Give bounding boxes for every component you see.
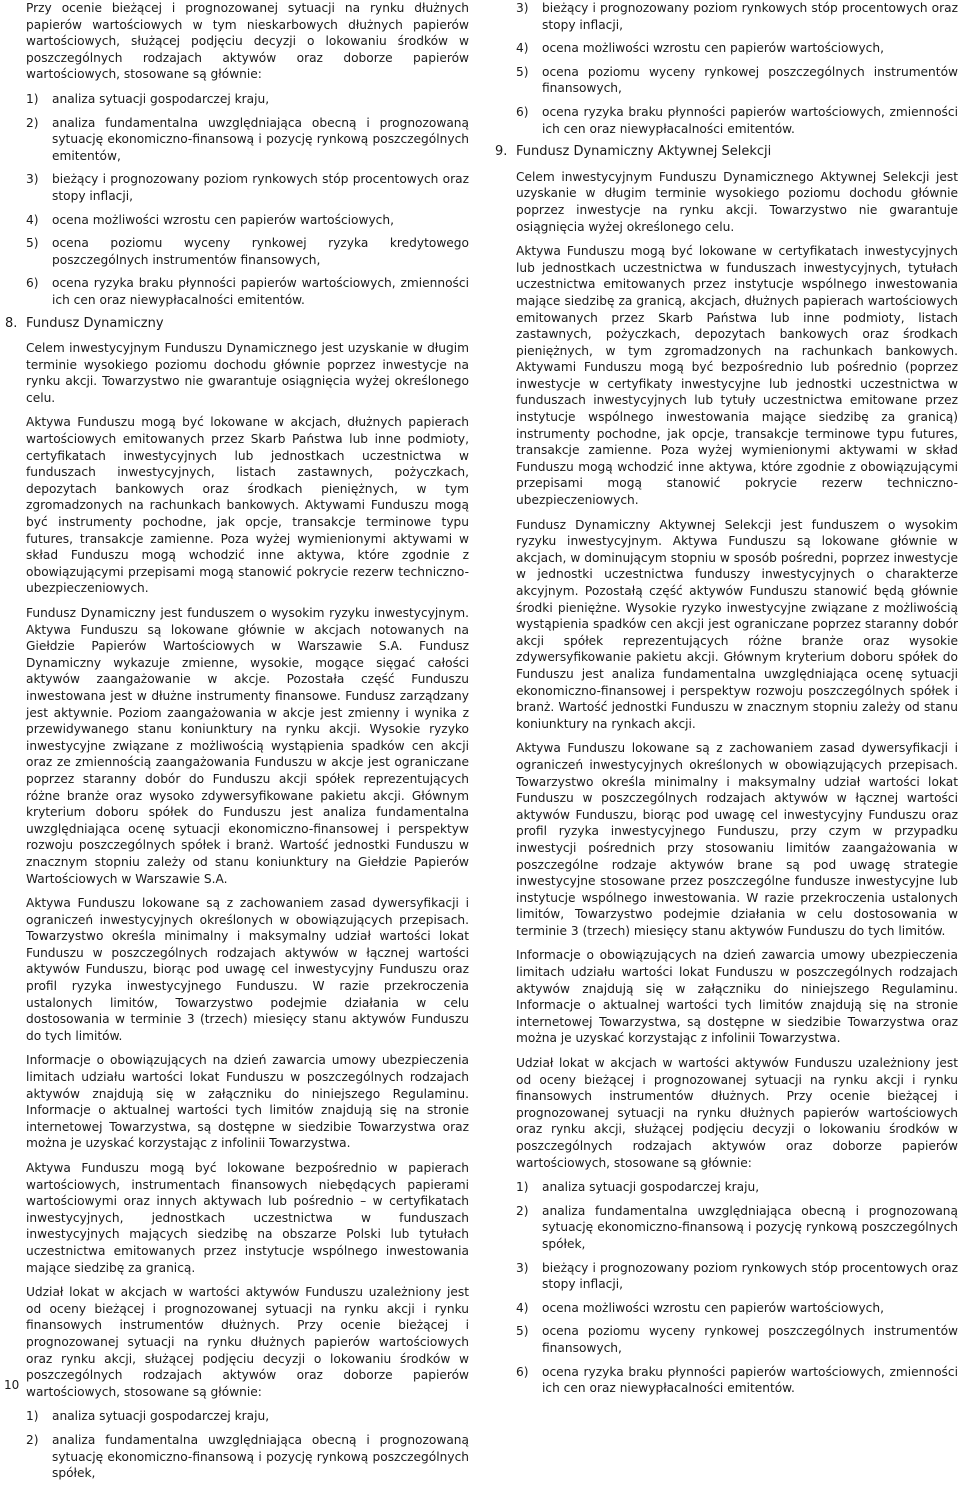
list-number: 4) [26,212,39,227]
list-number: 5) [516,1324,529,1339]
section-heading [495,144,958,161]
list-text: analiza fundamentalna uwzględniająca obecną i prognozowaną sytuację ekonomiczno-finansową i pozycję rynkową poszczególnych spółek, [52,1432,469,1481]
list-text: ocena ryzyka braku płynności papierów wartościowych, zmienności ich cen oraz niewypłacalności emitentów. [52,276,469,307]
list-item [516,104,958,137]
section-number: 8. [5,315,18,331]
list-item [516,1260,958,1293]
list-text: analiza fundamentalna uwzględniająca obecną i prognozowaną sytuację ekonomiczno-finansową i pozycję rynkową poszczególnych spółek, [542,1203,958,1251]
list-number: 5) [26,236,39,251]
list-number: 6) [516,1364,529,1379]
criteria-list [26,91,469,309]
list-item [26,91,469,108]
list-number: 3) [26,172,39,187]
list-text: ocena możliwości wzrostu cen papierów wartościowych, [52,212,394,227]
list-number: 4) [516,41,529,56]
list-text: bieżący i prognozowany poziom rynkowych stóp procentowych oraz stopy inflacji, [542,1,958,32]
list-number: 3) [516,1260,529,1275]
list-text: ocena ryzyka braku płynności papierów wartościowych, zmienności ich cen oraz niewypłacalności emitentów. [542,1364,958,1396]
paragraph: Aktywa Funduszu lokowane są z zachowaniem zasad dywersyfikacji i ograniczeń inwestycyjnych określonych w obowiązujących przepisach. Towarzystwo określa minimalny i maksymalny udział wartości lokat Funduszu w poszczególnych rodzajach aktywów w łącznej wartości aktywów Funduszu, biorąc pod uwagę cel inwestycyjny Funduszu oraz profil ryzyka inwestycyjnego Funduszu, przy czym w przypadku inwestycji pośrednich przy stosowaniu limitów zaangażowania w poszczególne rodzaje aktywów brane są pod uwagę strategie inwestycyjne stosowane przez poszczególne fundusze inwestycyjne lub instytucje wspólnego inwestowania. W razie przekroczenia ustalonych limitów, Towarzystwo podejmie działania w celu dostosowania w terminie 3 (trzech) miesięcy stanu aktywów Funduszu do tych limitów. [516,741,958,938]
list-text: analiza fundamentalna uwzględniająca obecną i prognozowaną sytuację ekonomiczno-finansową i pozycję rynkową poszczególnych emitentów, [52,115,469,163]
paragraph: Aktywa Funduszu mogą być lokowane w certyfikatach inwestycyjnych lub jednostkach uczestnictwa w funduszach inwestycyjnych, tytułach uczestnictwa emitowanych przez instytucje wspólnego inwestowania mające siedzibę za granicą, akcjach, dłużnych papierach wartościowych emitowanych przez Skarb Państwa lub inne podmioty, listach zastawnych, pożyczkach, depozytach bankowych oraz środkach pieniężnych, w tym zgromadzonych na rachunkach bankowych. Aktywami Funduszu mogą być bezpośrednio lub pośrednio (poprzez inwestycje w certyfikaty inwestycyjne lub jednostki uczestnictwa w funduszach inwestycyjnych lub tytuły uczestnictwa emitowane przez instytucje wspólnego inwestowania mające siedzibę za granicą) instrumenty pochodne, jak opcje, transakcje terminowe typu futures, transakcje zamienne. Poza wyżej wymienionymi aktywami w skład Funduszu mogą wchodzić inne aktywa, które zgodnie z obowiązującymi przepisami mogą stanowić pokrycie rezerw techniczno-ubezpieczeniowych. [516,244,958,508]
list-number: 2) [516,1203,529,1218]
list-text: bieżący i prognozowany poziom rynkowych stóp procentowych oraz stopy inflacji, [52,172,469,203]
list-number: 3) [516,1,529,15]
list-item [26,275,469,308]
list-item [26,1432,469,1482]
right-column [495,0,958,1404]
paragraph: Fundusz Dynamiczny jest funduszem o wysokim ryzyku inwestycyjnym. Aktywa Funduszu są lokowane głównie w akcjach notowanych na Giełdzie Papierów Wartościowych w Warszawie S.A. Fundusz Dynamiczny wykazuje zmienne, wysokie, mogące sięgać całości aktywów zaangażowanie w akcje. Pozostała część Funduszu inwestowana jest w dłużne instrumenty finansowe. Fundusz zarządzany jest aktywnie. Poziom zaangażowania w akcje jest zmienny i wynika z przewidywanego stanu koniunktury na rynku akcji. Wysokie ryzyko inwestycyjne związane z możliwością wystąpienia spadków cen akcji oraz ze zmiennością zaangażowania Funduszu w akcje jest ograniczane poprzez staranny dobór do Funduszu akcji spółek reprezentujących różne branże oraz wysoko zdywersyfikowane pakietu akcji. Głównym kryterium doboru spółek do Funduszu jest analiza fundamentalna uwzględniająca ocenę sytuacji ekonomiczno-finansowej i perspektyw rozwoju poszczególnych spółek i branż. Wartość jednostki Funduszu w znacznym stopniu zależy od stanu koniunktury na Giełdzie Papierów Wartościowych w Warszawie S.A. [26,606,469,886]
list-text: bieżący i prognozowany poziom rynkowych stóp procentowych oraz stopy inflacji, [542,1260,958,1292]
list-text: ocena możliwości wzrostu cen papierów wartościowych, [542,1300,884,1315]
criteria-list [516,0,958,137]
list-text: ocena poziomu wyceny rynkowej poszczególnych instrumentów finansowych, [542,64,958,96]
list-item [516,40,958,57]
paragraph: Celem inwestycyjnym Funduszu Dynamicznego jest uzyskanie w długim terminie wysokiego poziomu dochodu głównie poprzez inwestycje na rynku akcji. Towarzystwo nie gwarantuje osiągnięcia wyżej określonego celu. [26,341,469,405]
paragraph: Fundusz Dynamiczny Aktywnej Selekcji jest funduszem o wysokim ryzyku inwestycyjnym. Aktywa Funduszu są lokowane głównie w akcjach, w dominującym stopniu w sposób pośredni, poprzez inwestycje w jednostki uczestnictwa funduszy inwestycyjnych o charakterze akcyjnym. Pozostałą część aktywów Funduszu stanowić będą głównie środki pieniężne. Wysokie ryzyko inwestycyjne związane z możliwością wystąpienia spadków cen akcji jest ograniczane poprzez staranny dobór akcji spółek reprezentujących różne branże oraz wysokie zdywersyfikowanie pakietu akcji. Głównym kryterium doboru spółek do Funduszu jest analiza fundamentalna uwzględniająca ocenę sytuacji ekonomiczno-finansowej i perspektyw rozwoju poszczególnych spółek i branż. Wartość jednostki Funduszu w znacznym stopniu zależy od stanu koniunktury na rynkach akcji. [516,517,958,731]
list-text: analiza sytuacji gospodarczej kraju, [542,1180,760,1195]
paragraph: Informacje o obowiązujących na dzień zawarcia umowy ubezpieczenia limitach udziału wartości lokat Funduszu w poszczególnych rodzajach aktywów znajdują się w załączniku do niniejszego Regulaminu. Informacje o aktualnej wartości tych limitów znajdują się na stronie internetowej Towarzystwa, są dostępne w siedzibie Towarzystwa oraz można je uzyskać korzystając z infolinii Towarzystwa. [26,1053,469,1151]
list-number: 5) [516,64,529,79]
list-text: analiza sytuacji gospodarczej kraju, [52,1409,270,1424]
list-text: ocena poziomu wyceny rynkowej ryzyka kredytowego poszczególnych instrumentów finansowych, [52,236,469,267]
list-number: 6) [26,276,39,291]
list-text: ocena poziomu wyceny rynkowej poszczególnych instrumentów finansowych, [542,1324,958,1355]
list-text: ocena możliwości wzrostu cen papierów wartościowych, [542,41,884,56]
list-item [516,64,958,97]
list-item [26,115,469,165]
page-number: 10 [4,1378,20,1392]
paragraph: Aktywa Funduszu mogą być lokowane w akcjach, dłużnych papierach wartościowych emitowanych przez Skarb Państwa lub inne podmioty, certyfikatach inwestycyjnych lub jednostkach uczestnictwa w funduszach inwestycyjnych, listach zastawnych, pożyczkach, depozytach bankowych oraz środkach pieniężnych, w tym zgromadzonych na rachunkach bankowych. Aktywami Funduszu mogą być instrumenty pochodne, jak opcje, transakcje terminowe typu futures, transakcje zamienne. Poza wyżej wymienionymi aktywami w skład Funduszu mogą wchodzić inne aktywa, które zgodnie z obowiązującymi przepisami mogą stanowić pokrycie rezerw techniczno-ubezpieczeniowych. [26,415,469,596]
list-item [26,235,469,268]
list-item [516,1364,958,1397]
paragraph: Aktywa Funduszu lokowane są z zachowaniem zasad dywersyfikacji i ograniczeń inwestycyjnych określonych w obowiązujących przepisach. Towarzystwo określa minimalny i maksymalny udział wartości lokat Funduszu w poszczególnych rodzajach aktywów w łącznej wartości aktywów Funduszu, biorąc pod uwagę cel inwestycyjny Funduszu oraz profil ryzyka inwestycyjnego Funduszu. W razie przekroczenia ustalonych limitów, Towarzystwo podejmie działania w celu dostosowania w terminie 3 (trzech) miesięcy stanu aktywów Funduszu do tych limitów. [26,896,469,1043]
list-item [26,212,469,229]
list-number: 6) [516,104,529,119]
list-item [26,1408,469,1425]
paragraph: Udział lokat w akcjach w wartości aktywów Funduszu uzależniony jest od oceny bieżącej i prognozowanej sytuacji na rynku akcji i rynku finansowych instrumentów dłużnych. Przy ocenie bieżącej i prognozowanej sytuacji na rynku dłużnych papierów wartościowych oraz rynku akcji, służącej podjęciu decyzji o lokowaniu środków w poszczególnych rodzajach aktywów oraz doborze papierów wartościowych, stosowane są głównie: [26,1285,469,1399]
paragraph: Informacje o obowiązujących na dzień zawarcia umowy ubezpieczenia limitach udziału wartości lokat Funduszu w poszczególnych rodzajach aktywów znajdują się w załączniku do niniejszego Regulaminu. Informacje o aktualnej wartości tych limitów znajdują się na stronie internetowej Towarzystwa, są dostępne w siedzibie Towarzystwa oraz można je uzyskać korzystając z infolinii Towarzystwa. [516,948,958,1046]
section-title: Fundusz Dynamiczny Aktywnej Selekcji [516,144,772,160]
list-number: 1) [26,1409,39,1424]
list-item [516,0,958,33]
section-heading [5,315,469,333]
list-text: analiza sytuacji gospodarczej kraju, [52,91,270,106]
paragraph: Celem inwestycyjnym Funduszu Dynamicznego Aktywnej Selekcji jest uzyskanie w długim terminie wysokiego poziomu dochodu głównie poprzez inwestycje na rynku akcji. Towarzystwo nie gwarantuje osiągnięcia wyżej określonego celu. [516,169,958,234]
list-text: ocena ryzyka braku płynności papierów wartościowych, zmienności ich cen oraz niewypłacalności emitentów. [542,104,958,136]
list-item [516,1179,958,1196]
paragraph: Aktywa Funduszu mogą być lokowane bezpośrednio w papierach wartościowych, instrumentach finansowych niebędących papierami wartościowymi oraz innych aktywach lub pośrednio – w certyfikatach inwestycyjnych, jednostkach uczestnictwa w funduszach inwestycyjnych mających siedzibę na obszarze Polski lub tytułach uczestnictwa emitowanych przez instytucje wspólnego inwestowania mające siedzibę za granicą. [26,1161,469,1275]
list-item [26,171,469,204]
list-number: 4) [516,1300,529,1315]
list-item [516,1203,958,1253]
paragraph: Udział lokat w akcjach w wartości aktywów Funduszu uzależniony jest od oceny bieżącej i prognozowanej sytuacji na rynku akcji i rynku finansowych instrumentów dłużnych. Przy ocenie bieżącej i prognozowanej sytuacji na rynku dłużnych papierów wartościowych oraz rynku akcji, służącej podjęciu decyzji o lokowaniu środków w poszczególnych rodzajach aktywów oraz doborze papierów wartościowych, stosowane są głównie: [516,1056,958,1170]
list-number: 2) [26,115,39,130]
section-title: Fundusz Dynamiczny [26,315,164,331]
list-item [516,1323,958,1356]
criteria-list [26,1408,469,1481]
list-number: 1) [26,91,39,106]
intro-paragraph: Przy ocenie bieżącej i prognozowanej sytuacji na rynku dłużnych papierów wartościowych w tym nieskarbowych dłużnych papierów wartościowych, służącej podjęciu decyzji o lokowaniu środków w poszczególnych rodzajach aktywów oraz doborze papierów wartościowych, stosowane są głównie: [26,1,469,82]
list-item [516,1300,958,1317]
list-number: 2) [26,1432,39,1447]
list-number: 1) [516,1180,529,1195]
criteria-list [516,1179,958,1397]
section-number: 9. [495,144,508,160]
